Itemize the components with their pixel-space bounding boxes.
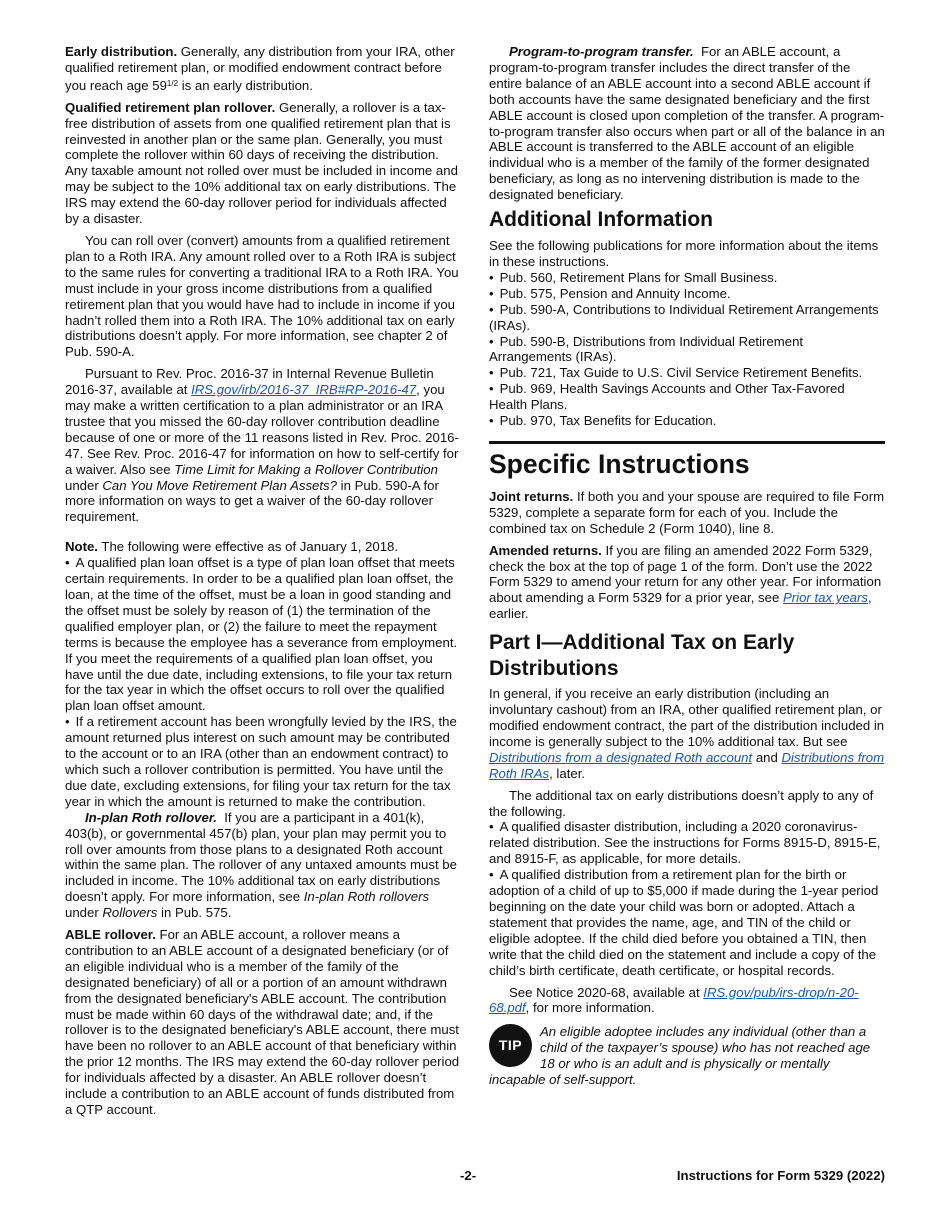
- in-plan-text: If you are a participant in a 401(k), 403(b), or governmental 457(b) plan, your plan may permit you to roll over amounts from those plans to a designated Roth account within the same plan. The rollover of any untaxed amounts must be included in income. The 10% additional tax on early distributions doesn’t apply. For more information, see: [65, 809, 457, 905]
- tip-text: An eligible adoptee includes any individual (other than a child of the taxpayer’s spouse) who has not reached age 18 or who is an adult and is physically or mentally incapable of self-support.: [489, 1024, 871, 1088]
- in-plan-paragraph: [65, 810, 461, 921]
- pub-item: • Pub. 575, Pension and Annuity Income.: [489, 286, 885, 302]
- page-number: -2-: [460, 1168, 477, 1183]
- early-distribution-text: Generally, any distribution from your IRA, other qualified retirement plan, or modified endowment contract before you reach age 59: [65, 44, 455, 93]
- note-bullet-2: • If a retirement account has been wrongfully levied by the IRS, the amount returned plus interest on such amount may be contributed to the account or to an IRA (other than an endowment contract) to which such a rollover contribution is permitted. You have until the due date, excluding extensions, for filing your tax return for the tax year in which the amount is returned to make the contribution.: [65, 714, 461, 809]
- pub-item: • Pub. 721, Tax Guide to U.S. Civil Service Retirement Benefits.: [489, 365, 885, 381]
- joint-returns-heading: Joint returns.: [489, 488, 574, 504]
- pub-item: • Pub. 590-B, Distributions from Individual Retirement Arrangements (IRAs).: [489, 334, 885, 366]
- pub-item: • Pub. 970, Tax Benefits for Education.: [489, 413, 885, 429]
- in-plan-text-d: in Pub. 575.: [157, 905, 232, 921]
- irb-link[interactable]: IRS.gov/irb/2016-37_IRB#RP-2016-47: [191, 382, 417, 398]
- roth-iras-link[interactable]: Distributions from Roth IRAs: [489, 749, 885, 781]
- in-plan-italic-2: Rollovers: [102, 905, 158, 921]
- p2p-heading: Program-to-program transfer.: [509, 44, 694, 59]
- rollover-paragraph: [65, 100, 461, 227]
- p2p-text: For an ABLE account, a program-to-program transfer includes the direct transfer of the entire balance of an ABLE account into a second ABLE account if both accounts have the same designated beneficiary and the first ABLE account is closed upon completion of the transfer. A program-to-program transfer also occurs when part or all of the balance in an ABLE account is transferred to the ABLE account of an eligible individual who is a member of the family of the former designated beneficiary, as long as no intervening distribution is made to the designated beneficiary.: [489, 44, 885, 203]
- note-bullet-1: • A qualified plan loan offset is a type of plan loan offset that meets certain requirements. In order to be a qualified plan loan offset, the loan, at the time of the offset, must be a loan in good standing and the offset must be solely by reason of (1) the termination of the qualified employer plan, or (2) the failure to meet the repayment terms is because the employee has a severance from employment. If you meet the requirements of a qualified plan loan offset, you have until the due date, including extensions, to file your tax return for the tax year in which the offset occurs to roll over the qualified plan loan offset amount.: [65, 555, 461, 714]
- p2p-paragraph: [489, 44, 885, 203]
- part-1-text: In general, if you receive an early distribution (including an involuntary cashout) from an IRA, other qualified retirement plan, or modified endowment contract, the part of the distribution included in income is generally subject to the 10% additional tax. But see: [489, 686, 885, 749]
- pub-item: • Pub. 969, Health Savings Accounts and Other Tax-Favored Health Plans.: [489, 381, 885, 413]
- note-text: The following were effective as of January 1, 2018.: [101, 539, 399, 555]
- exception-bullet-1: • A qualified disaster distribution, including a 2020 coronavirus-related distribution. See the instructions for Forms 8915-D, 8915-E, and 8915-F, as applicable, for more details.: [489, 819, 885, 867]
- notice-link[interactable]: IRS.gov/pub/irs-drop/n-20-68.pdf: [489, 984, 859, 1016]
- part-1-and: and: [752, 749, 782, 765]
- rev-proc-italic-2: Can You Move Retirement Plan Assets?: [102, 477, 337, 493]
- right-column: [489, 44, 885, 1088]
- fraction-half: 1/2: [166, 78, 179, 88]
- early-distribution-heading: Early distribution.: [65, 44, 178, 59]
- tip-icon: TIP: [489, 1024, 532, 1067]
- rev-proc-italic-1: Time Limit for Making a Rollover Contribution: [174, 461, 438, 477]
- roth-account-link[interactable]: Distributions from a designated Roth account: [489, 749, 753, 765]
- able-text: For an ABLE account, a rollover means a contribution to an ABLE account of a designated beneficiary (or of an eligible individual who is a member of the family of the designated beneficiary) of all or a portion of an amount withdrawn from the designated beneficiary's ABLE account. The contribution must be made within 60 days of the withdrawal date; and, if the rollover is to the designated beneficiary's ABLE account, there must have been no rollover to an ABLE account of that beneficiary within the prior 12 months. The IRS may extend the 60-day rollover period for individuals affected by a disaster. An ABLE rollover doesn’t include a contribution to an ABLE account of funds distributed from a QTP account.: [65, 927, 460, 1117]
- amended-returns-paragraph: [489, 543, 885, 623]
- early-distribution-text-end: is an early distribution.: [178, 77, 313, 93]
- notice-text-end: , for more information.: [525, 1000, 655, 1016]
- rev-proc-text-c: under: [65, 477, 103, 493]
- pub-item: • Pub. 590-A, Contributions to Individual Retirement Arrangements (IRAs).: [489, 302, 885, 334]
- note-paragraph: [65, 539, 461, 555]
- in-plan-italic-1: In-plan Roth rollovers: [303, 889, 430, 905]
- specific-instructions-heading: Specific Instructions: [489, 441, 885, 480]
- early-distribution-paragraph: [65, 44, 461, 94]
- additional-information-heading: Additional Information: [489, 208, 713, 232]
- rev-proc-paragraph: [65, 366, 461, 525]
- notice-text: See Notice 2020-68, available at: [509, 984, 704, 1000]
- amended-returns-text: If you are filing an amended 2022 Form 5329, check the box at the top of page 1 of the form. Don’t use the 2022 Form 5329 to amend your return for any other year. For information about amending a Form 5329 for a prior year, see: [489, 542, 882, 606]
- amended-returns-heading: Amended returns.: [489, 542, 602, 558]
- part-1-later: , later.: [549, 765, 586, 781]
- rollover-text: Generally, a rollover is a tax-free distribution of assets from one qualified retirement plan that is reinvested in another plan or the same plan. Generally, you must complete the rollover within 60 days of receiving the distribution. Any taxable amount not rolled over must be included in income and may be subject to the 10% additional tax on early distributions. The IRS may extend the 60-day rollover period for individuals affected by a disaster.: [65, 99, 458, 227]
- left-column: [65, 44, 461, 1118]
- joint-returns-paragraph: [489, 489, 885, 537]
- joint-returns-text: If both you and your spouse are required to file Form 5329, complete a separate form for each of you. Include the combined tax on Schedule 2 (Form 1040), line 8.: [489, 488, 885, 536]
- tip-box: [489, 1024, 885, 1088]
- footer-title: Instructions for Form 5329 (2022): [676, 1168, 885, 1183]
- amended-returns-end: , earlier.: [489, 590, 872, 622]
- part-1-heading: Part I—Additional Tax on Early Distributions: [489, 631, 795, 681]
- rev-proc-text-a: Pursuant to Rev. Proc. 2016-37 in Internal Revenue Bulletin 2016-37, available at: [65, 366, 434, 398]
- rev-proc-text-b: , you may make a written certification to a plan administrator or an IRA trustee that you missed the 60-day rollover contribution deadline because of one or more of the 11 reasons listed in Rev. Proc. 2016-47. See Rev. Proc. 2016-47 for information on how to self-certify for a waiver. Also see: [65, 382, 459, 477]
- able-heading: ABLE rollover.: [65, 927, 156, 943]
- in-plan-text-c: under: [65, 905, 103, 921]
- pub-item: • Pub. 560, Retirement Plans for Small Business.: [489, 270, 885, 286]
- rollover-heading: Qualified retirement plan rollover.: [65, 99, 276, 115]
- part-1-paragraph: [489, 686, 885, 781]
- exception-bullet-2: • A qualified distribution from a retirement plan for the birth or adoption of a child of up to $5,000 if made during the 1-year period beginning on the date your child was born or adopted. Attach a statement that provides the name, age, and TIN of the child or eligible adoptee. If the child died before you obtained a TIN, then write that the child died on the statement and include a copy of the child’s birth certificate, death certificate, or hospital records.: [489, 867, 885, 978]
- in-plan-heading: In-plan Roth rollover.: [85, 809, 217, 825]
- convert-paragraph: You can roll over (convert) amounts from a qualified retirement plan to a Roth IRA. Any amount rolled over to a Roth IRA is subject to the same rules for converting a traditional IRA to a Roth IRA. You must include in your gross income distributions from a qualified retirement plan that you would have had to include in income if you hadn’t rolled them into a Roth IRA. The 10% additional tax on early distributions doesn’t apply. For more information, see chapter 2 of Pub. 590-A.: [65, 232, 459, 360]
- rev-proc-text-d: in Pub. 590-A for more information on ways to get a waiver of the 60-day rollover requirement.: [65, 477, 439, 525]
- notice-paragraph: [489, 985, 885, 1017]
- able-paragraph: [65, 927, 461, 1118]
- additional-information-intro: See the following publications for more information about the items in these instructions.: [489, 238, 879, 269]
- note-heading: Note.: [65, 539, 98, 555]
- exceptions-intro: The additional tax on early distributions doesn’t apply to any of the following.: [489, 787, 874, 819]
- prior-tax-years-link[interactable]: Prior tax years: [782, 590, 868, 606]
